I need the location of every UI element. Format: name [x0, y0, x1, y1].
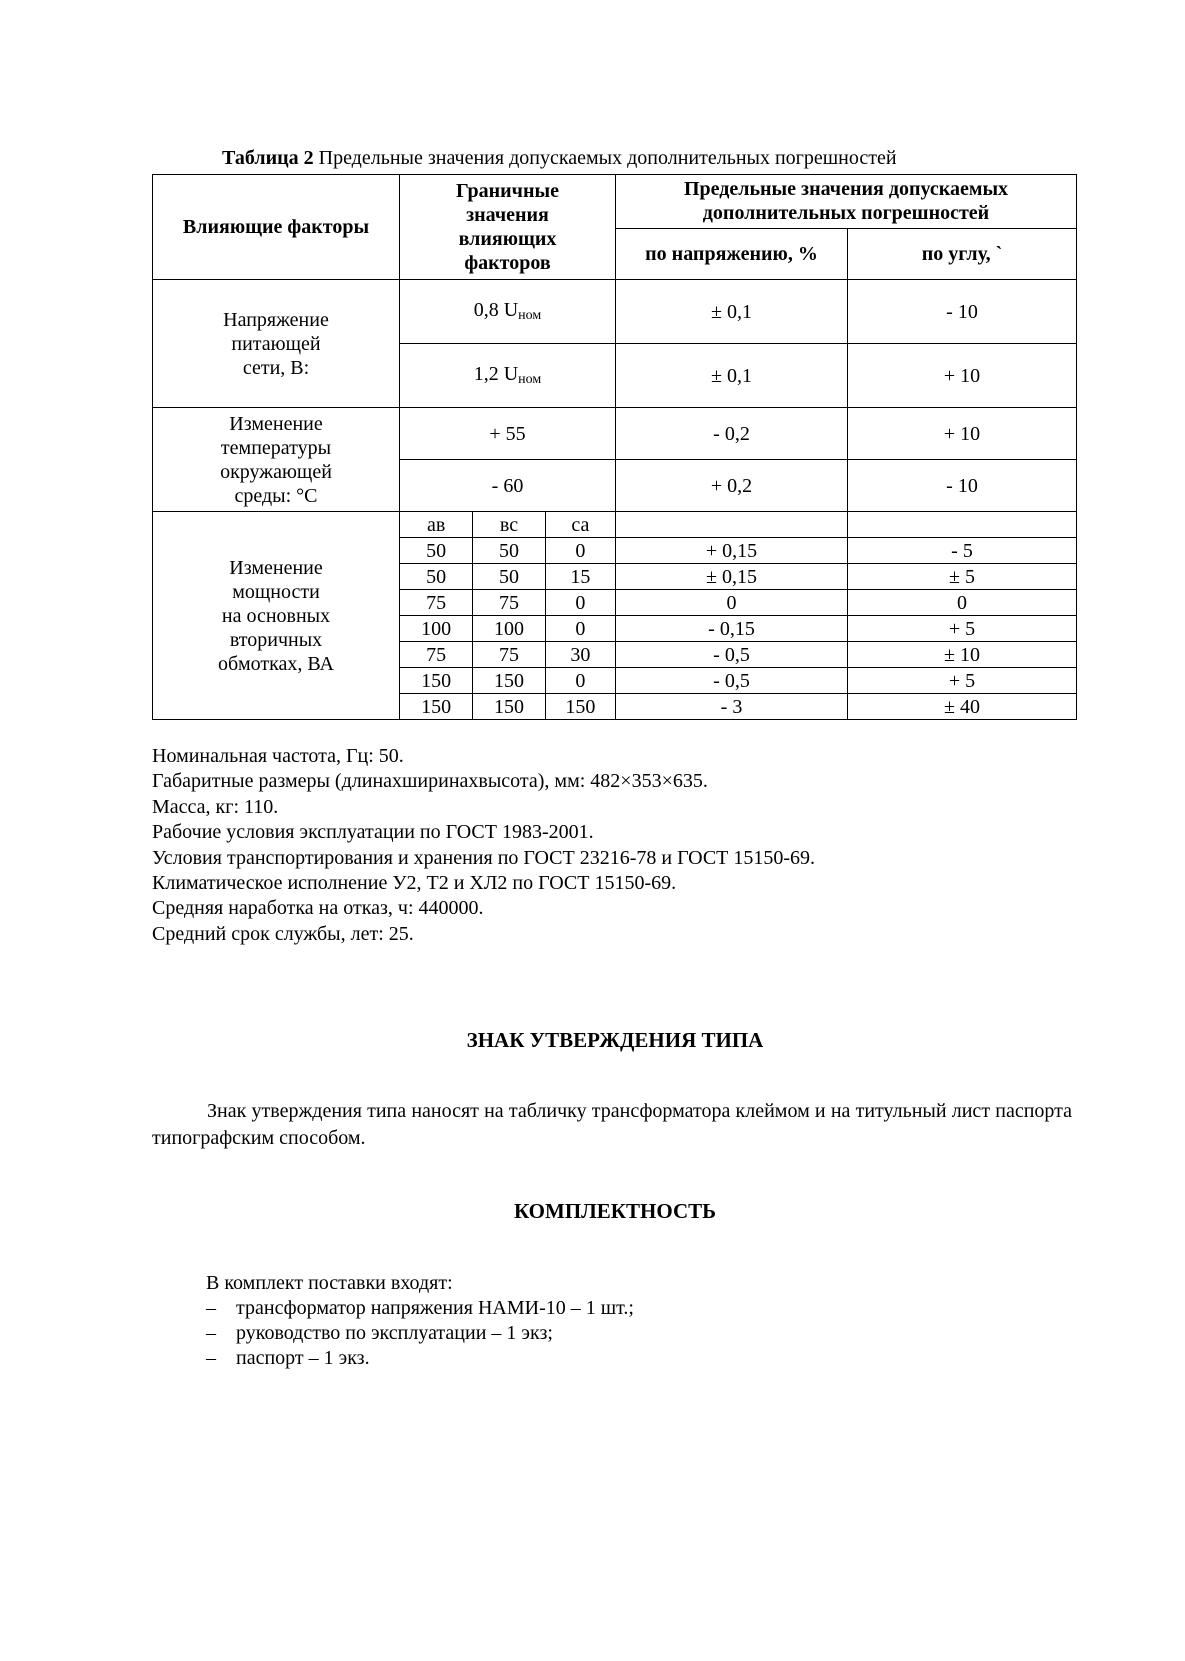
power-ca: 30: [545, 642, 615, 668]
list-item-text: руководство по эксплуатации – 1 экз;: [236, 1322, 553, 1344]
factor-label-line: мощности: [232, 580, 320, 603]
power-ab: 75: [400, 642, 473, 668]
factor-label-line: на основных: [221, 604, 331, 627]
header-group-line1: Предельные значения допускаемых: [683, 178, 1009, 201]
factor-ambient-temperature: [153, 408, 400, 512]
list-dash: –: [206, 1322, 216, 1344]
table-row: [153, 408, 1077, 460]
param-line: Средний срок службы, лет: 25.: [152, 922, 414, 945]
angle-error: - 5: [848, 538, 1077, 564]
winding-header-bc: вс: [473, 512, 545, 538]
table-caption: [222, 147, 897, 170]
empty-cell: [616, 512, 848, 538]
voltage-error: + 0,2: [616, 460, 848, 512]
power-ca: 15: [545, 564, 615, 590]
limit-value: [400, 280, 616, 344]
list-dash: –: [206, 1297, 216, 1319]
param-line: Габаритные размеры (длинаxширинаxвысота), мм: 482×353×635.: [152, 770, 708, 793]
type-mark-text: Знак утверждения типа наносят на табличку трансформатора клеймом и на титульный лист паспорта типографским способом.: [152, 1100, 1072, 1149]
winding-header-ab: ав: [400, 512, 473, 538]
param-line: Условия транспортирования и хранения по ГОСТ 23216-78 и ГОСТ 15150-69.: [152, 846, 816, 869]
voltage-error: ± 0,1: [616, 280, 848, 344]
voltage-error: + 0,15: [616, 538, 848, 564]
header-voltage: по напряжению, %: [616, 228, 848, 280]
factor-label-line: сети, В:: [242, 356, 310, 379]
unom-subscript: ном: [518, 308, 542, 324]
table-row: [153, 512, 1077, 538]
angle-error: ± 40: [848, 694, 1077, 720]
angle-error: + 10: [848, 344, 1077, 408]
empty-cell: [848, 512, 1077, 538]
power-ab: 50: [400, 564, 473, 590]
angle-error: ± 5: [848, 564, 1077, 590]
angle-error: ± 10: [848, 642, 1077, 668]
winding-header-ca: са: [545, 512, 615, 538]
voltage-error: - 0,2: [616, 408, 848, 460]
power-ab: 100: [400, 616, 473, 642]
kit-intro: В комплект поставки входят:: [206, 1272, 453, 1294]
kit-heading: КОМПЛЕКТНОСТЬ: [513, 1199, 717, 1223]
power-bc: 150: [473, 694, 545, 720]
kit-section: [206, 1271, 634, 1371]
factor-label-line: Изменение: [229, 556, 323, 579]
factor-supply-voltage: [153, 280, 400, 408]
power-ab: 50: [400, 538, 473, 564]
angle-error: - 10: [848, 280, 1077, 344]
list-item: [206, 1296, 634, 1321]
power-ca: 0: [545, 668, 615, 694]
type-mark-heading: ЗНАК УТВЕРЖДЕНИЯ ТИПА: [466, 1028, 764, 1052]
list-item: [206, 1346, 634, 1371]
limit-text: 0,8 U: [473, 299, 519, 322]
power-bc: 50: [473, 564, 545, 590]
header-limits-line1: Граничные: [456, 180, 559, 202]
limit-text: 1,2 U: [473, 363, 519, 386]
list-dash: –: [206, 1347, 216, 1369]
power-ca: 150: [545, 694, 615, 720]
list-item-text: трансформатор напряжения НАМИ-10 – 1 шт.;: [236, 1297, 634, 1319]
angle-error: + 5: [848, 616, 1077, 642]
power-ca: 0: [545, 590, 615, 616]
technical-parameters: [152, 744, 815, 947]
table-row: [153, 280, 1077, 344]
header-error-group: [616, 175, 1077, 229]
param-line: Номинальная частота, Гц: 50.: [152, 745, 404, 767]
param-line: Масса, кг: 110.: [152, 795, 279, 818]
factor-label-line: Напряжение: [223, 308, 329, 331]
power-ab: 150: [400, 694, 473, 720]
header-limits-line3: влияющих: [458, 228, 557, 250]
voltage-error: - 0,15: [616, 616, 848, 642]
error-limits-table: [152, 174, 1077, 720]
power-bc: 75: [473, 642, 545, 668]
angle-error: 0: [848, 590, 1077, 616]
type-mark-indent: [152, 1100, 207, 1122]
power-bc: 50: [473, 538, 545, 564]
factor-label-line: обмотках, ВА: [218, 652, 334, 675]
voltage-error: - 3: [616, 694, 848, 720]
power-ab: 75: [400, 590, 473, 616]
list-item: [206, 1321, 634, 1346]
voltage-error: ± 0,15: [616, 564, 848, 590]
limit-value: - 60: [400, 460, 616, 512]
power-ab: 150: [400, 668, 473, 694]
angle-error: - 10: [848, 460, 1077, 512]
power-bc: 150: [473, 668, 545, 694]
table-caption-number: Таблица 2: [222, 147, 314, 169]
power-ca: 0: [545, 616, 615, 642]
factor-label-line: среды: °С: [234, 484, 318, 507]
header-group-line2: дополнительных погрешностей: [702, 202, 990, 225]
factor-label-line: температуры: [220, 436, 332, 459]
voltage-error: - 0,5: [616, 642, 848, 668]
type-mark-paragraph: [152, 1098, 1072, 1152]
header-limits-line2: значения: [466, 204, 549, 226]
voltage-error: - 0,5: [616, 668, 848, 694]
header-angle: по углу, `: [848, 228, 1077, 280]
power-bc: 100: [473, 616, 545, 642]
factor-label-line: Изменение: [229, 412, 323, 435]
limit-value: + 55: [400, 408, 616, 460]
header-limits: [400, 175, 616, 280]
factor-winding-power: [153, 512, 400, 720]
unom-subscript: ном: [518, 372, 542, 388]
power-bc: 75: [473, 590, 545, 616]
power-ca: 0: [545, 538, 615, 564]
header-limits-line4: факторов: [464, 252, 551, 274]
param-line: Средняя наработка на отказ, ч: 440000.: [152, 897, 484, 920]
factor-label-line: вторичных: [229, 628, 323, 651]
limit-value: [400, 344, 616, 408]
angle-error: + 10: [848, 408, 1077, 460]
param-line: Рабочие условия эксплуатации по ГОСТ 1983-2001.: [152, 821, 594, 844]
list-item-text: паспорт – 1 экз.: [236, 1347, 370, 1369]
header-factors: Влияющие факторы: [153, 175, 400, 280]
param-line: Климатическое исполнение У2, Т2 и ХЛ2 по ГОСТ 15150-69.: [152, 872, 677, 895]
table-caption-text: Предельные значения допускаемых дополнительных погрешностей: [318, 147, 897, 169]
voltage-error: 0: [616, 590, 848, 616]
factor-label-line: окружающей: [220, 460, 332, 483]
factor-label-line: питающей: [231, 332, 321, 355]
voltage-error: ± 0,1: [616, 344, 848, 408]
angle-error: + 5: [848, 668, 1077, 694]
